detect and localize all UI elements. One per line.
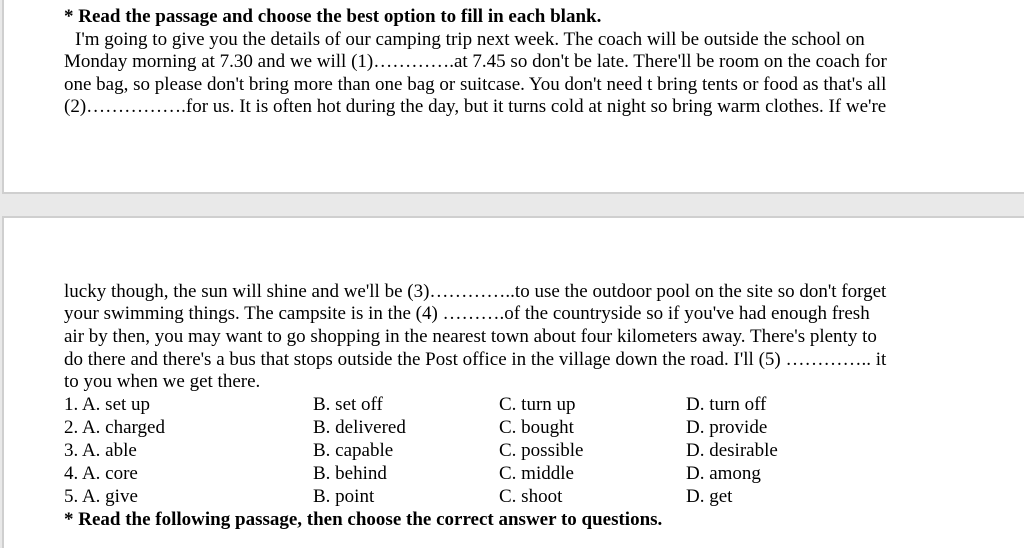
passage-line: (2)…………….for us. It is often hot during the day, but it turns cold at night so bring warm clothes. If we're [64,96,887,117]
option-3a: 3. A. able [64,440,137,461]
next-exercise-heading: * Read the following passage, then choose the correct answer to questions. [64,509,663,530]
option-2d: D. provide [686,417,768,438]
option-3c: C. possible [499,440,584,461]
option-5b: B. point [313,486,375,507]
option-1b: B. set off [313,394,383,415]
option-5d: D. get [686,486,733,507]
option-1c: C. turn up [499,394,576,415]
passage-line: to you when we get there. [64,371,261,392]
option-2c: C. bought [499,417,574,438]
passage-line: do there and there's a bus that stops outside the Post office in the village down the road. I'll (5) ………….. it [64,349,887,370]
passage-line: one bag, so please don't bring more than one bag or suitcase. You don't need t bring tents or food as that's all [64,74,887,95]
option-4b: B. behind [313,463,387,484]
option-3d: D. desirable [686,440,778,461]
passage-line: Monday morning at 7.30 and we will (1)………….at 7.45 so don't be late. There'll be room on the coach for [64,51,887,72]
option-3b: B. capable [313,440,394,461]
passage-line: air by then, you may want to go shopping in the nearest town about four kilometers away. There's plenty to [64,326,877,347]
passage-line: lucky though, the sun will shine and we'll be (3)…………..to use the outdoor pool on the site so don't forget [64,281,887,302]
option-4d: D. among [686,463,761,484]
option-1a: 1. A. set up [64,394,151,415]
option-5c: C. shoot [499,486,563,507]
option-2a: 2. A. charged [64,417,165,438]
option-2b: B. delivered [313,417,406,438]
option-5a: 5. A. give [64,486,138,507]
option-4a: 4. A. core [64,463,138,484]
passage-line: I'm going to give you the details of our camping trip next week. The coach will be outside the school on [75,29,865,50]
option-4c: C. middle [499,463,574,484]
option-1d: D. turn off [686,394,767,415]
exercise-heading: * Read the passage and choose the best option to fill in each blank. [64,6,602,27]
passage-line: your swimming things. The campsite is in the (4) ……….of the countryside so if you've had enough fresh [64,303,870,324]
